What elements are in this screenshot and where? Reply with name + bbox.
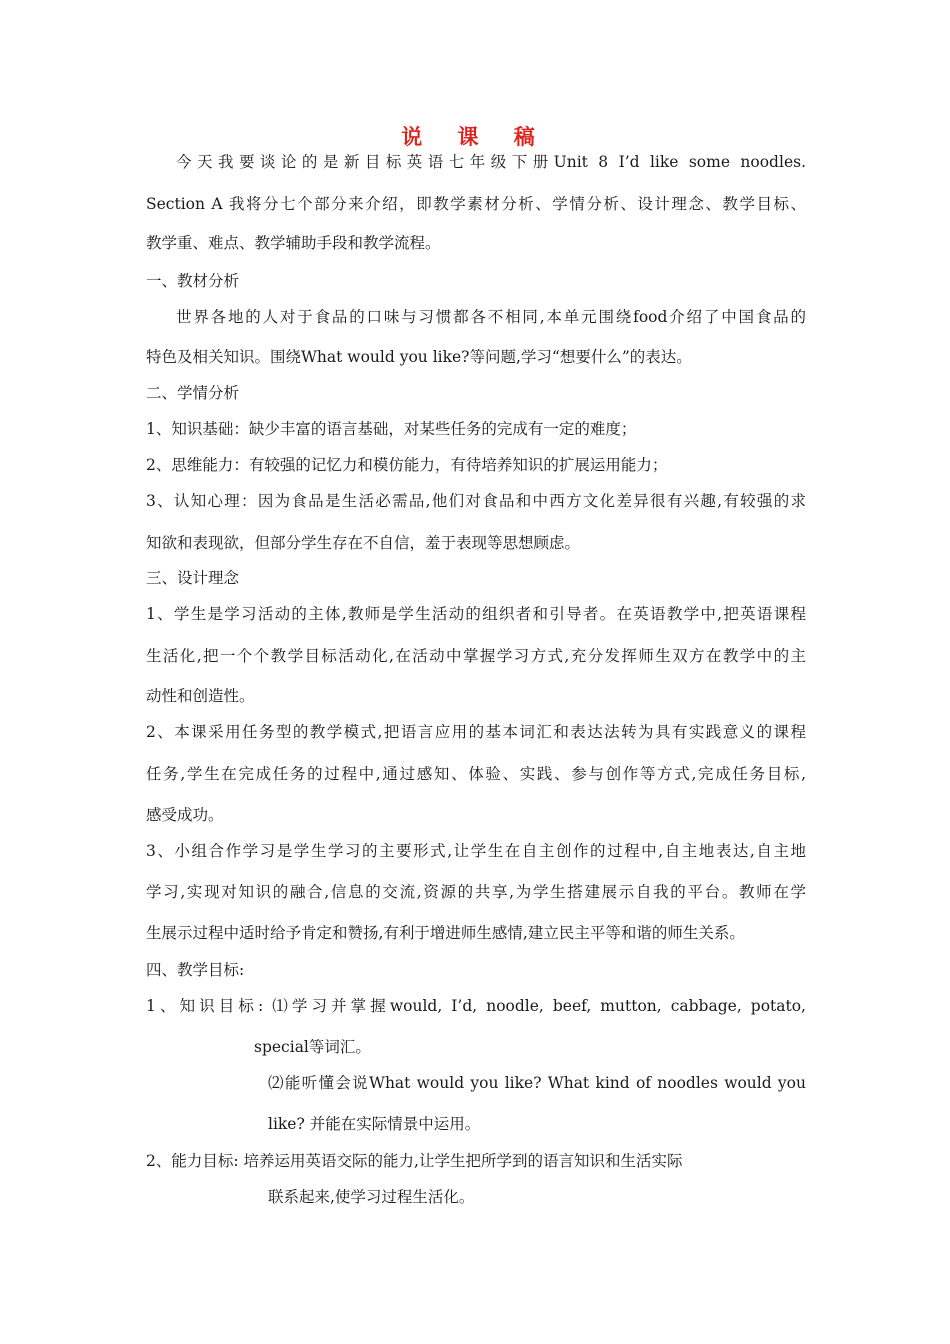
paragraph-line: 特色及相关知识。围绕What would you like?等问题,学习“想要什么”的表达。	[146, 348, 692, 366]
list-item: 1、知识基础：缺少丰富的语言基础，对某些任务的完成有一定的难度；	[146, 420, 637, 438]
list-item: 3、认知心理：因为食品是生活必需品,他们对食品和中西方文化差异很有兴趣,有较强的求	[146, 492, 806, 510]
list-item: 2、能力目标: 培养运用英语交际的能力,让学生把所学到的语言知识和生活实际	[146, 1152, 683, 1170]
page-title: 说 课 稿	[401, 124, 549, 149]
list-item: 任务,学生在完成任务的过程中,通过感知、体验、实践、参与创作等方式,完成任务目标,	[146, 765, 806, 783]
list-item: ⑵能听懂会说What would you like? What kind of noodles would you	[268, 1074, 806, 1092]
paragraph-line: Section A 我将分七个部分来介绍，即教学素材分析、学情分析、设计理念、教学目标、	[146, 195, 806, 213]
section-heading: 二、学情分析	[146, 384, 240, 402]
list-item: 学习,实现对知识的融合,信息的交流,资源的共享,为学生搭建展示自我的平台。教师在学	[146, 883, 806, 901]
list-item: 动性和创造性。	[146, 687, 255, 705]
paragraph-line: 今天我要谈论的是新目标英语七年级下册Unit 8 I’d like some noodles.	[176, 153, 806, 171]
list-item: 2、本课采用任务型的教学模式,把语言应用的基本词汇和表达法转为具有实践意义的课程	[146, 723, 806, 741]
paragraph-line: 教学重、难点、教学辅助手段和教学流程。	[146, 234, 441, 252]
section-heading: 一、教材分析	[146, 272, 240, 290]
list-item: 感受成功。	[146, 806, 224, 824]
list-item: 2、思维能力：有较强的记忆力和模仿能力，有待培养知识的扩展运用能力；	[146, 456, 668, 474]
list-item: special等词汇。	[254, 1038, 371, 1056]
section-heading: 三、设计理念	[146, 569, 240, 587]
list-item: 联系起来,使学习过程生活化。	[268, 1188, 475, 1206]
list-item: 知欲和表现欲，但部分学生存在不自信，羞于表现等思想顾虑。	[146, 534, 581, 552]
paragraph-line: 世界各地的人对于食品的口味与习惯都各不相同,本单元围绕food介绍了中国食品的	[176, 308, 806, 326]
section-heading: 四、教学目标:	[146, 961, 245, 979]
list-item: 1、知识目标: ⑴学习并掌握would, I’d, noodle, beef, mutton, cabbage, potato,	[146, 997, 806, 1015]
list-item: 1、学生是学习活动的主体,教师是学生活动的组织者和引导者。在英语教学中,把英语课程	[146, 605, 806, 623]
list-item: 生活化,把一个个教学目标活动化,在活动中掌握学习方式,充分发挥师生双方在教学中的主	[146, 647, 806, 665]
list-item: like? 并能在实际情景中运用。	[268, 1115, 481, 1133]
list-item: 3、小组合作学习是学生学习的主要形式,让学生在自主创作的过程中,自主地表达,自主地	[146, 842, 806, 860]
list-item: 生展示过程中适时给予肯定和赞扬,有利于增进师生感情,建立民主平等和谐的师生关系。	[146, 924, 745, 942]
